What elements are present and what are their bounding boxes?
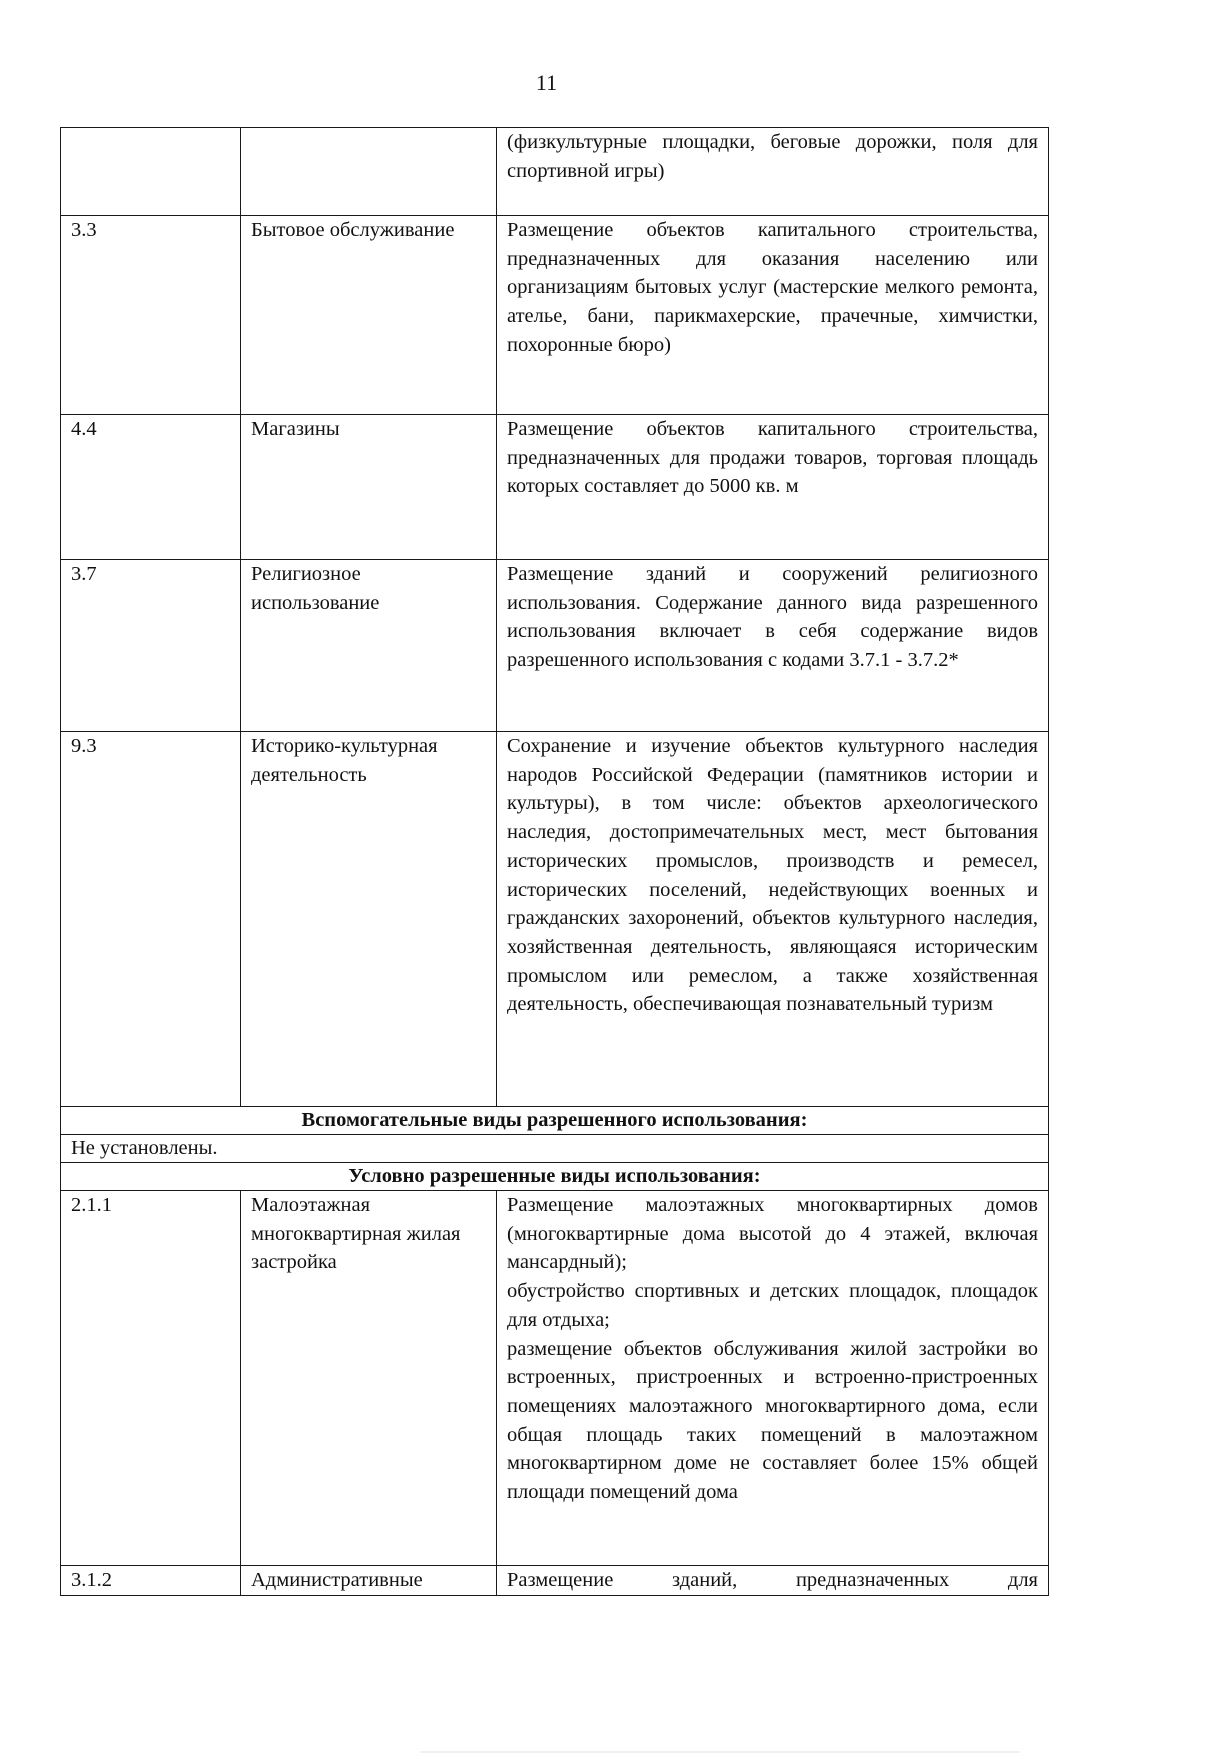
table-row [61,732,1049,1107]
section-heading: Условно разрешенные виды использования: [61,1163,1049,1191]
table-row [61,216,1049,415]
page-number: 11 [535,70,558,95]
section-heading: Вспомогательные виды разрешенного использования: [61,1107,1049,1135]
code-cell: 3.7 [61,560,241,732]
land-use-table [60,127,1049,1596]
section-note: Не установлены. [61,1135,1049,1163]
name-cell: Историко-культурная деятельность [241,732,497,1107]
description-text: Сохранение и изучение объектов культурного наследия народов Российской Федерации (памятников истории и культуры), в том числе: объектов археологического наследия, достопримечательных мест, мест бытования исторических промыслов, производств и ремесел, исторических поселений, недействующих военных и гражданских захоронений, объектов культурного наследия, хозяйственная деятельность, являющаяся историческим промыслом или ремеслом, а также хозяйственная деятельность, обеспечивающая познавательный туризм [507,735,1038,1016]
name-cell [241,128,497,216]
description-text: (физкультурные площадки, беговые дорожки, поля для спортивной игры) [507,131,1038,182]
table-row [61,1566,1049,1596]
description-cell [497,216,1049,415]
section-heading-row-auxiliary [61,1107,1049,1135]
table-row [61,560,1049,732]
scan-artifact [420,1751,1020,1753]
section-heading-row-conditional [61,1163,1049,1191]
code-cell: 4.4 [61,415,241,560]
code-cell: 3.1.2 [61,1566,241,1596]
description-paragraph: размещение объектов обслуживания жилой застройки во встроенных, пристроенных и встроенно-пристроенных помещениях малоэтажного многоквартирного дома, если общая площадь таких помещений в малоэтажном многоквартирном доме не составляет более 15% общей площади помещений дома [507,1337,1038,1504]
description-text: Размещение объектов капитального строительства, предназначенных для продажи товаров, торговая площадь которых составляет до 5000 кв. м [507,418,1038,498]
name-cell: Магазины [241,415,497,560]
code-cell [61,128,241,216]
description-paragraph: Размещение малоэтажных многоквартирных домов (многоквартирные дома высотой до 4 этажей, включая мансардный); [507,1194,1038,1274]
table-row [61,415,1049,560]
section-note-row [61,1135,1049,1163]
table-row-continued [61,128,1049,216]
name-cell: Религиозное использование [241,560,497,732]
description-cell [497,1191,1049,1566]
code-cell: 2.1.1 [61,1191,241,1566]
description-cell [497,415,1049,560]
description-text: Размещение зданий, предназначенных для [507,1569,1038,1591]
description-text: Размещение зданий и сооружений религиозного использования. Содержание данного вида разрешенного использования включает в себя содержание видов разрешенного использования с кодами 3.7.1 - 3.7.2* [507,563,1038,672]
code-cell: 3.3 [61,216,241,415]
name-cell: Административные [241,1566,497,1596]
description-text: Размещение объектов капитального строительства, предназначенных для оказания населению или организациям бытовых услуг (мастерские мелкого ремонта, ателье, бани, парикмахерские, прачечные, химчистки, похоронные бюро) [507,219,1038,356]
description-paragraph: обустройство спортивных и детских площадок, площадок для отдыха; [507,1280,1038,1331]
name-cell: Бытовое обслуживание [241,216,497,415]
code-cell: 9.3 [61,732,241,1107]
description-cell [497,1566,1049,1596]
description-cell [497,560,1049,732]
table-row [61,1191,1049,1566]
description-cell [497,732,1049,1107]
description-cell [497,128,1049,216]
name-cell: Малоэтажная многоквартирная жилая застройка [241,1191,497,1566]
